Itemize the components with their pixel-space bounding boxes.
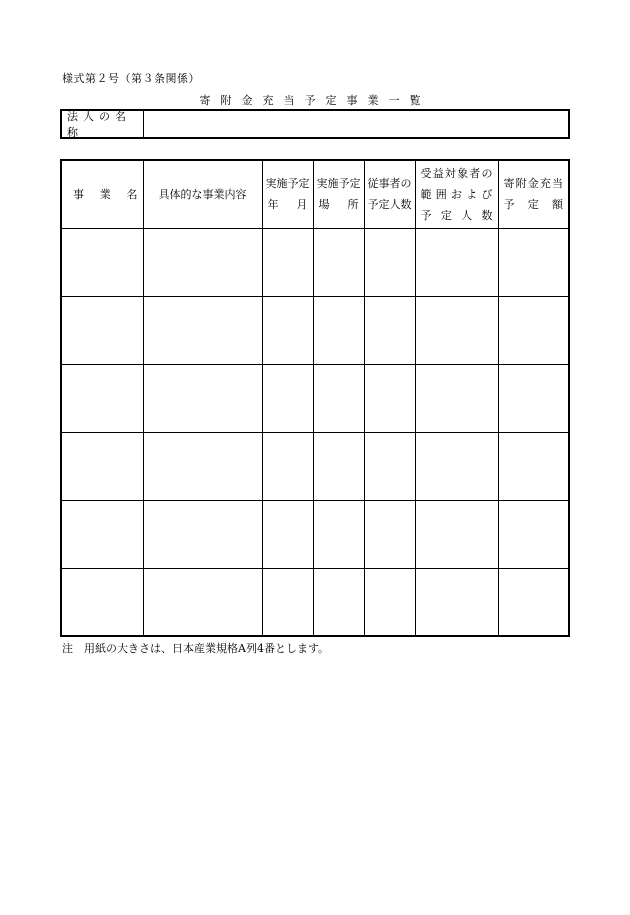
header-beneficiaries-line2: 範 囲 お よ び — [420, 187, 493, 201]
header-implementation-place — [313, 160, 364, 228]
table-cell[interactable] — [313, 432, 364, 500]
header-beneficiaries-line3: 予 定 人 数 — [420, 208, 493, 222]
header-project-name-text: 事 業 名 — [73, 188, 138, 202]
header-implementation-place-line1: 実施予定 — [316, 177, 361, 191]
table-cell[interactable] — [262, 364, 313, 432]
table-cell[interactable] — [61, 568, 143, 636]
table-cell[interactable] — [61, 364, 143, 432]
table-cell[interactable] — [498, 500, 569, 568]
header-staff-count-line1: 従事者の — [367, 177, 412, 191]
table-cell[interactable] — [143, 432, 262, 500]
table-cell[interactable] — [262, 432, 313, 500]
table-cell[interactable] — [415, 432, 498, 500]
table-cell[interactable] — [364, 432, 415, 500]
header-implementation-date-line1: 実施予定 — [265, 177, 310, 191]
table-cell[interactable] — [61, 500, 143, 568]
table-cell[interactable] — [313, 228, 364, 296]
table-cell[interactable] — [262, 296, 313, 364]
table-cell[interactable] — [143, 500, 262, 568]
table-cell[interactable] — [498, 432, 569, 500]
table-cell[interactable] — [364, 568, 415, 636]
table-cell[interactable] — [143, 296, 262, 364]
table-cell[interactable] — [143, 364, 262, 432]
table-cell[interactable] — [262, 500, 313, 568]
table-cell[interactable] — [498, 296, 569, 364]
table-row — [61, 568, 569, 636]
table-cell[interactable] — [364, 296, 415, 364]
table-header-row — [61, 160, 569, 228]
header-donation-amount-line1: 寄 附 金 充 当 — [503, 177, 563, 191]
table-cell[interactable] — [498, 568, 569, 636]
header-project-name — [61, 160, 143, 228]
planned-projects-table — [60, 159, 570, 637]
table-cell[interactable] — [313, 500, 364, 568]
table-cell[interactable] — [143, 228, 262, 296]
table-cell[interactable] — [143, 568, 262, 636]
table-cell[interactable] — [498, 364, 569, 432]
table-cell[interactable] — [313, 296, 364, 364]
table-cell[interactable] — [262, 228, 313, 296]
corporation-name-box — [60, 109, 570, 139]
table-cell[interactable] — [364, 228, 415, 296]
table-row — [61, 228, 569, 296]
table-row — [61, 500, 569, 568]
table-cell[interactable] — [498, 228, 569, 296]
table-cell[interactable] — [415, 228, 498, 296]
table-cell[interactable] — [364, 500, 415, 568]
header-project-content: 具体的な事業内容 — [143, 160, 262, 228]
table-cell[interactable] — [313, 364, 364, 432]
header-staff-count-line2: 予定人数 — [367, 198, 412, 212]
corporation-name-label: 法人の名称 — [62, 111, 144, 137]
table-cell[interactable] — [61, 432, 143, 500]
table-cell[interactable] — [262, 568, 313, 636]
form-number-label: 様式第２号（第３条関係） — [62, 72, 200, 85]
header-staff-count — [364, 160, 415, 228]
table-cell[interactable] — [61, 296, 143, 364]
table-row — [61, 364, 569, 432]
table-row — [61, 432, 569, 500]
table-cell[interactable] — [364, 364, 415, 432]
header-donation-amount — [498, 160, 569, 228]
table-cell[interactable] — [415, 500, 498, 568]
table-cell[interactable] — [313, 568, 364, 636]
paper-size-note: 注 用紙の大きさは、日本産業規格A列4番とします。 — [62, 642, 330, 655]
table-row — [61, 296, 569, 364]
table-cell[interactable] — [415, 296, 498, 364]
table-cell[interactable] — [61, 228, 143, 296]
header-beneficiaries — [415, 160, 498, 228]
header-donation-amount-line2: 予 定 額 — [503, 198, 563, 212]
header-implementation-place-line2: 場 所 — [318, 198, 359, 212]
header-implementation-date-line2: 年 月 — [267, 198, 308, 212]
document-title: 寄附金充当予定事業一覧 — [199, 94, 431, 107]
corporation-name-field[interactable] — [144, 111, 568, 137]
header-beneficiaries-line1: 受 益 対 象 者 の — [420, 166, 493, 180]
table-cell[interactable] — [415, 364, 498, 432]
table-cell[interactable] — [415, 568, 498, 636]
header-implementation-date — [262, 160, 313, 228]
